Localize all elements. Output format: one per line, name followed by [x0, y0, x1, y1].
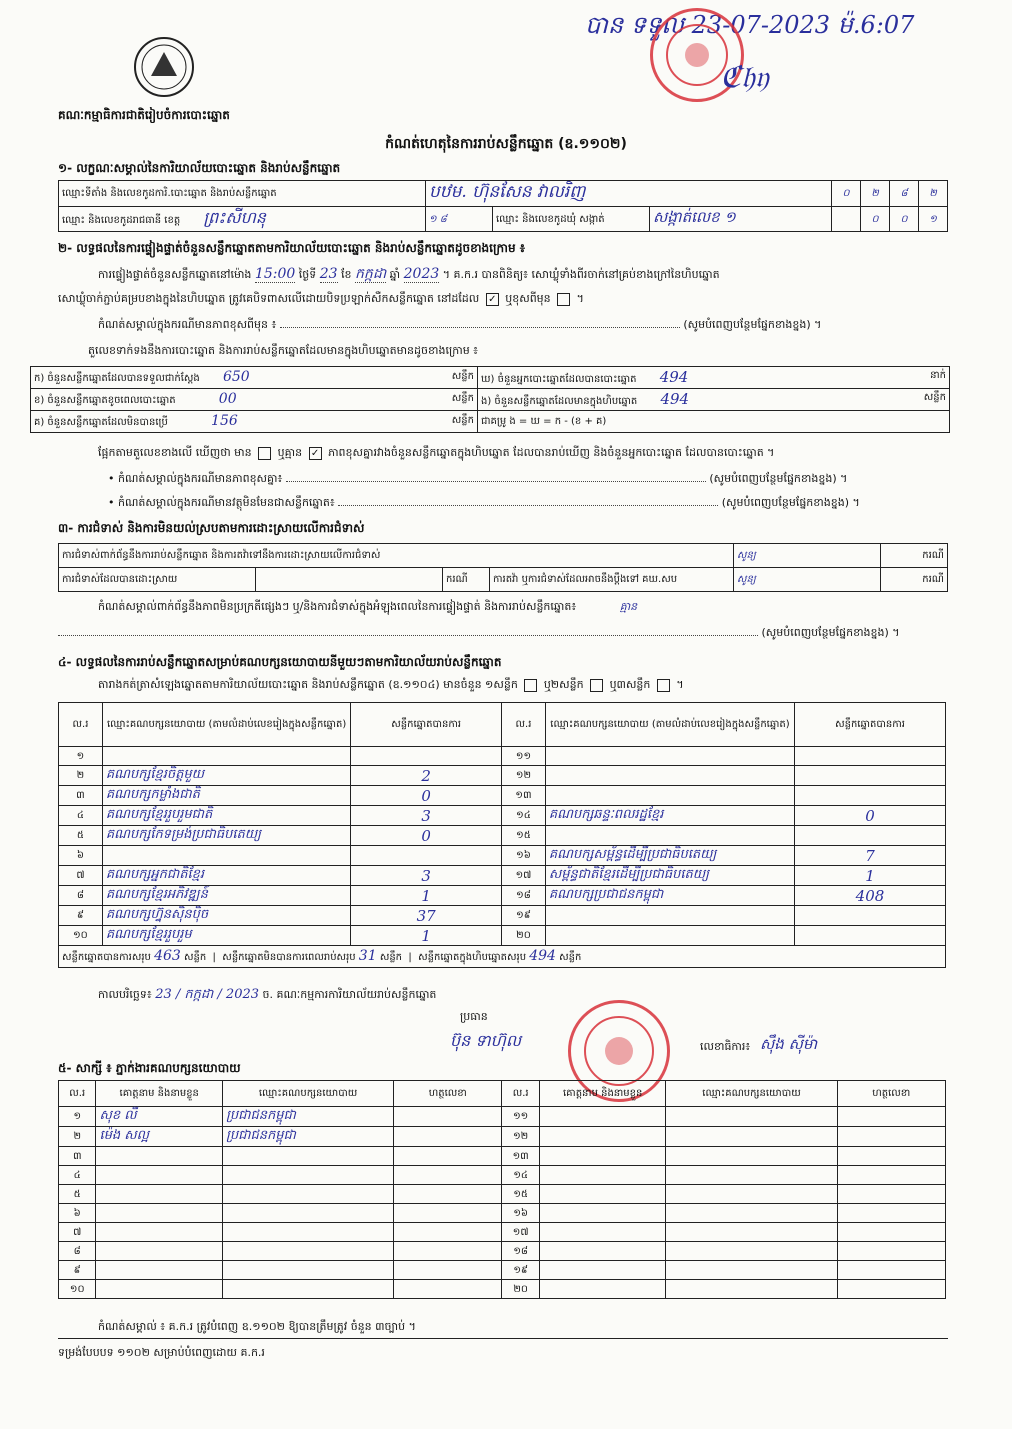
party-votes: 1 [795, 866, 946, 886]
row-number: ១០ [59, 1280, 96, 1299]
row-number: ១៨ [502, 1242, 539, 1261]
empty-cell [837, 1242, 945, 1261]
witness-name [96, 1204, 223, 1223]
party-name: គណបក្សកម្លាំងជាតិ [102, 786, 350, 806]
table-row [59, 1223, 946, 1242]
appeal-value: សូន្យ [734, 568, 881, 592]
nec-logo-icon [133, 36, 195, 98]
table-row [59, 1280, 946, 1299]
row-number: ១៩ [502, 906, 546, 926]
empty-cell [837, 1147, 945, 1166]
table-row [59, 1204, 946, 1223]
table-row [59, 926, 946, 946]
count-unused: គ) ចំនួនសន្លឹកឆ្នោតដែលមិនបានប្រើ 156 សន្លឹក [31, 411, 478, 433]
section-5-heading: ៥- សាក្សី ៖ ភ្នាក់ងារគណបក្សនយោបាយ [58, 1061, 241, 1075]
row-number: ១៣ [502, 786, 546, 806]
section-1-heading: ១- លក្ខណៈសម្គាល់នៃការិយាល័យបោះឆ្នោត និងរាប់សន្លឹកឆ្នោត [58, 161, 341, 175]
witness-party [223, 1166, 394, 1185]
empty-cell [666, 1107, 837, 1127]
table-row [59, 786, 946, 806]
case-label: ករណី [443, 568, 490, 592]
empty-cell [539, 1185, 666, 1204]
row-number: ៧ [59, 1223, 96, 1242]
empty-cell [666, 1127, 837, 1147]
empty-cell [837, 1166, 945, 1185]
party-name: គណបក្សអ្នកជាតិខ្មែរ [102, 866, 350, 886]
chief-label: ប្រធាន [460, 1010, 488, 1023]
empty-cell [539, 1280, 666, 1299]
count-in-box: ង) ចំនួនសន្លឹកឆ្នោតដែលមានក្នុងហិបឆ្នោត 494 សន្លឹក [478, 389, 950, 411]
count-voters: ឃ) ចំនួនអ្នកបោះឆ្នោតដែលបានបោះឆ្នោត 494 នាក់ [478, 367, 950, 389]
party-name [545, 786, 794, 806]
secretary-label: លេខាធិការ៖ [700, 1040, 751, 1053]
row-number: ៦ [59, 846, 103, 866]
witness-name [96, 1280, 223, 1299]
empty-cell [539, 1242, 666, 1261]
party-name [545, 826, 794, 846]
party-name: គណបក្សកែទម្រង់ប្រជាធិបតេយ្យ [102, 826, 350, 846]
footer-divider [58, 1338, 948, 1339]
count-formula: ជាគម្រូ ង = ឃ = ក - (ខ + គ) [478, 411, 950, 433]
row-number: ៥ [59, 826, 103, 846]
empty-cell [666, 1185, 837, 1204]
school-label: ឈ្មោះទីតាំង និងលេខកូដការិ.បោះឆ្នោត និងរាប់សន្លឹកឆ្នោត [59, 181, 426, 207]
party-votes: 1 [351, 926, 502, 946]
code-digit: ២ [919, 181, 948, 207]
empty-cell [666, 1223, 837, 1242]
complaint-value: សូន្យ [734, 544, 881, 568]
party-votes [795, 926, 946, 946]
empty-cell [837, 1127, 945, 1147]
case-label: ករណី [881, 544, 948, 568]
empty-cell [666, 1280, 837, 1299]
party-name [545, 747, 794, 766]
witness-party [223, 1223, 394, 1242]
irregularity-fill-line: (សូមបំពេញបន្ថែមផ្នែកខាងខ្នង) ។ [58, 626, 948, 642]
witness-name: សុខ លី [96, 1107, 223, 1127]
row-number: ១៥ [502, 1185, 539, 1204]
party-votes: 408 [795, 886, 946, 906]
row-number: ៩ [59, 906, 103, 926]
party-votes: 37 [351, 906, 502, 926]
empty-cell [666, 1204, 837, 1223]
table-row [59, 906, 946, 926]
witness-signature [394, 1166, 502, 1185]
party-votes [795, 826, 946, 846]
party-votes [795, 906, 946, 926]
signature-top: ℭ𝔥𝔶 [720, 60, 769, 95]
table-row [59, 886, 946, 906]
row-number: ១ [59, 1107, 96, 1127]
commission-name: គណៈកម្មាធិការជាតិរៀបចំការបោះឆ្នោត [58, 108, 230, 122]
party-votes [795, 766, 946, 786]
party-name [545, 926, 794, 946]
commune-label: ឈ្មោះ និងលេខកូដឃុំ សង្កាត់ [493, 207, 650, 232]
table-row [59, 1166, 946, 1185]
row-number: ១៧ [502, 1223, 539, 1242]
results-table [58, 702, 946, 968]
table-row [59, 1242, 946, 1261]
table-row [59, 1261, 946, 1280]
form-title: កំណត់ហេតុនៃការរាប់សន្លឹកឆ្នោត (ឧ.១១០២) [385, 136, 627, 152]
empty-cell [666, 1166, 837, 1185]
appeal-label: ការតវ៉ា ឬការជំទាស់ដែលអាចនឹងប្តឹងទៅ គឃ.សប [490, 568, 734, 592]
witness-party [223, 1147, 394, 1166]
party-votes: 0 [351, 786, 502, 806]
row-number: ១២ [502, 1127, 539, 1147]
witness-party [223, 1204, 394, 1223]
section-2-paragraph-4: តួលេខទាក់ទងនឹងការបោះឆ្នោត និងការរាប់សន្លឹកឆ្នោតដែលមានក្នុងហិបឆ្នោតមានដូចខាងក្រោម ៖ [88, 344, 479, 357]
tally-sheet-count: តារាងកត់ត្រាសំឡេងឆ្នោតតាមការិយាល័យបោះឆ្នោត និងរាប់សន្លឹកឆ្នោត (ឧ.១១០៤) មានចំនួន ១សន្លឹក ឬ២សន្លឹក ឬ៣សន្លឹក ។ [98, 678, 684, 691]
row-number: ១៤ [502, 1166, 539, 1185]
row-number: ១៧ [502, 866, 546, 886]
witness-signature [394, 1280, 502, 1299]
empty-cell [539, 1261, 666, 1280]
section-2-paragraph-2: សោឃ្លុំចាក់ភ្ជាប់គម្របខាងក្នុងនៃហិបឆ្នោត ត្រូវគេបិទពាសលើដោយបិទប្រឡាក់សឺកសន្លឹកឆ្នោត នៅដដែល ✓ ឬខុសពីមុន ។ [58, 292, 584, 305]
province-value: ព្រះសីហនុ [203, 208, 266, 227]
complaint-label: ការជំទាស់ពាក់ព័ន្ធនឹងការរាប់សន្លឹកឆ្នោត និងការតវ៉ាទៅនឹងការដោះស្រាយលើការជំទាស់ [59, 544, 734, 568]
party-votes: 3 [351, 866, 502, 886]
row-number: ៤ [59, 806, 103, 826]
witness-signature [394, 1185, 502, 1204]
table-row [59, 1127, 946, 1147]
col-party: ឈ្មោះគណបក្សនយោបាយ (តាមលំដាប់លេខរៀងក្នុងសន្លឹកឆ្នោត) [102, 703, 350, 747]
row-number: ៣ [59, 1147, 96, 1166]
empty-cell [837, 1185, 945, 1204]
empty-cell [837, 1261, 945, 1280]
province-code: ១ [429, 213, 437, 225]
two-sheet-checkbox[interactable] [590, 679, 603, 692]
diff-bullet-2: • កំណត់សម្គាល់ក្នុងករណីមានវត្ថុមិនមែនជាសន្លឹកឆ្នោត៖ (សូមបំពេញបន្ថែមផ្នែកខាងខ្នង) ។ [108, 496, 860, 509]
row-number: ៦ [59, 1204, 96, 1223]
case-label: ករណី [881, 568, 948, 592]
row-number: ១៤ [502, 806, 546, 826]
party-name: សម្ព័ន្ធជាតិខ្មែរដើម្បីប្រជាធិបតេយ្យ [545, 866, 794, 886]
no-diff-checkbox[interactable]: ✓ [309, 447, 322, 460]
party-name: គណបក្សខ្មែររួបរួមជាតិ [102, 806, 350, 826]
empty-cell [539, 1107, 666, 1127]
date-line: កាលបរិច្ឆេទ៖ 23 / កក្កដា / 2023 ច. គណៈកម្មការការិយាល័យរាប់សន្លឹកឆ្នោត [98, 987, 437, 1002]
row-number: ១៦ [502, 1204, 539, 1223]
section-2-paragraph-1: ការផ្ទៀងផ្ទាត់ចំនួនសន្លឹកឆ្នោតនៅម៉ោង 15:00 ថ្ងៃទី 23 ខែ កក្កដា ឆ្នាំ 2023 ។ គ.ក.រ បានពិនិត្យ៖ សោឃ្លុំទាំងពីរចាក់នៅគ្រប់ខាងក្រៅនៃហិបឆ្នោត [98, 266, 720, 282]
party-name: គណបក្សហ្វ៊ុនស៊ិនប៉ិច [102, 906, 350, 926]
row-number: ១៣ [502, 1147, 539, 1166]
col-votes: សន្លឹកឆ្នោតបានការ [795, 703, 946, 747]
witness-name [96, 1166, 223, 1185]
row-number: ១ [59, 747, 103, 766]
received-note: បាន ទទួល 23-07-2023 ម៉.6:07 [585, 11, 915, 39]
code-digit: ០ [861, 207, 890, 232]
party-votes: 1 [351, 886, 502, 906]
party-votes [351, 846, 502, 866]
party-votes: 3 [351, 806, 502, 826]
code-digit: ១ [919, 207, 948, 232]
col-no: ល.រ [59, 703, 103, 747]
row-number: ១៩ [502, 1261, 539, 1280]
empty-cell [666, 1261, 837, 1280]
party-name: គណបក្សខ្មែរអភិវឌ្ឍន៍ [102, 886, 350, 906]
row-number: ១៨ [502, 886, 546, 906]
three-sheet-checkbox[interactable] [657, 679, 670, 692]
row-number: ១១ [502, 747, 546, 766]
table-row [59, 846, 946, 866]
diff-note-line: កំណត់សម្គាល់ក្នុងករណីមានភាពខុសពីមុន ៖ (សូមបំពេញបន្ថែមផ្នែកខាងខ្នង) ។ [98, 318, 822, 331]
witness-party: ប្រជាជនកម្ពុជា [223, 1107, 394, 1127]
empty-cell [837, 1204, 945, 1223]
row-number: ១២ [502, 766, 546, 786]
province-label: ឈ្មោះ និងលេខកូដរាជធានី ខេត្ត ព្រះសីហនុ [59, 207, 426, 232]
row-number: ១៦ [502, 846, 546, 866]
code-digit: ៨ [890, 181, 919, 207]
party-name: គណបក្សសម្ព័ន្ធដើម្បីប្រជាធិបតេយ្យ [545, 846, 794, 866]
row-number: ១៥ [502, 826, 546, 846]
witness-name [96, 1242, 223, 1261]
witness-party: ប្រជាជនកម្ពុជា [223, 1127, 394, 1147]
table-row [59, 1147, 946, 1166]
has-diff-checkbox[interactable] [258, 447, 271, 460]
col-no: ល.រ [502, 703, 546, 747]
commune-value: សង្កាត់លេខ ១ [650, 207, 832, 232]
col-votes: សន្លឹកឆ្នោតបានការ [351, 703, 502, 747]
witness-name [96, 1147, 223, 1166]
diff-bullet-1: • កំណត់សម្គាល់ក្នុងករណីមានភាពខុសគ្នា៖ (សូមបំពេញបន្ថែមផ្នែកខាងខ្នង) ។ [108, 472, 848, 485]
row-number: ៨ [59, 1242, 96, 1261]
witness-name [96, 1223, 223, 1242]
table-row [59, 1185, 946, 1204]
party-votes [795, 747, 946, 766]
party-name: គណបក្សប្រជាជនកម្ពុជា [545, 886, 794, 906]
party-votes: 2 [351, 766, 502, 786]
witness-name [96, 1185, 223, 1204]
row-number: ១០ [59, 926, 103, 946]
witness-signature [394, 1147, 502, 1166]
section-3-heading: ៣- ការជំទាស់ និងការមិនយល់ស្របតាមការដោះស្រាយលើការជំទាស់ [58, 521, 365, 535]
party-votes: 7 [795, 846, 946, 866]
table-row [59, 747, 946, 766]
row-number: ៩ [59, 1261, 96, 1280]
witness-signature [394, 1204, 502, 1223]
empty-cell [539, 1166, 666, 1185]
table-row [59, 766, 946, 786]
section-2-heading: ២- លទ្ធផលនៃការផ្ទៀងផ្ទាត់ចំនួនសន្លឹកឆ្នោតតាមការិយាល័យបោះឆ្នោត និងរាប់សន្លឹកឆ្នោតដូចខាងក្រោម ៖ [58, 241, 526, 255]
table-row [59, 806, 946, 826]
empty-cell [539, 1147, 666, 1166]
empty-cell [666, 1147, 837, 1166]
table-row [59, 1107, 946, 1127]
party-name [102, 747, 350, 766]
witness-signature [394, 1127, 502, 1147]
row-number: ២០ [502, 926, 546, 946]
witness-table: ល.រ គោត្តនាម និងនាមខ្លួន ឈ្មោះគណបក្សនយោបាយ ហត្ថលេខា ល.រ គោត្តនាម និងនាមខ្លួន ឈ្មោះគណបក្សនយោបាយ ហត្ថលេខា ១ សុខ លី ប្រជាជនកម្ពុជា ១១ ២ ម៉េង សល្អ ប្រជាជនកម្ពុជា ១២ ៣ ១៣ ៤ ១៤ ៥ ១៥ ៦ ១៦ ៧ ១៧ ៨ ១៨ ៩ ១៩ ១០ ២០ [58, 1080, 946, 1299]
party-votes: 0 [795, 806, 946, 826]
row-number: ១១ [502, 1107, 539, 1127]
witness-signature [394, 1261, 502, 1280]
secretary-name: ស៊ឹង ស៊ីម៉ា [760, 1035, 818, 1053]
row-number: ២ [59, 766, 103, 786]
witness-name [96, 1261, 223, 1280]
party-name: គណបក្សខ្មែររួបរួម [102, 926, 350, 946]
row-number: ៥ [59, 1185, 96, 1204]
code-digit: ០ [832, 181, 861, 207]
party-name [545, 766, 794, 786]
col-party: ឈ្មោះគណបក្សនយោបាយ (តាមលំដាប់លេខរៀងក្នុងសន្លឹកឆ្នោត) [545, 703, 794, 747]
party-name [545, 906, 794, 926]
school-value: បឋម. ហ៊ុនសែន វាលរិញ [426, 181, 832, 207]
empty-cell [539, 1223, 666, 1242]
footnote: កំណត់សម្គាល់ ៖ គ.ក.រ ត្រូវបំពេញ ឧ.១១០២ ឱ្យបានត្រឹមត្រូវ ចំនួន ៣ច្បាប់ ។ [98, 1320, 416, 1333]
count-spoiled: ខ) ចំនួនសន្លឹកឆ្នោតខូចពេលបោះឆ្នោត 00 សន្លឹក [31, 389, 478, 411]
different-checkbox[interactable] [557, 293, 570, 306]
one-sheet-checkbox[interactable] [524, 679, 537, 692]
table-row [59, 866, 946, 886]
party-name: គណបក្សឆន្ទៈពលរដ្ឋខ្មែរ [545, 806, 794, 826]
totals-row: សន្លឹកឆ្នោតបានការសរុប 463 សន្លឹក | សន្លឹកឆ្នោតមិនបានការពេលរាប់សរុប 31 សន្លឹក | សន្លឹកឆ្នោតក្នុងហិបឆ្នោតសរុប 494 សន្លឹក [59, 946, 946, 968]
row-number: ៧ [59, 866, 103, 886]
code-digit: ២ [861, 181, 890, 207]
empty-cell [539, 1204, 666, 1223]
row-number: ៤ [59, 1166, 96, 1185]
witness-party [223, 1242, 394, 1261]
empty-cell [666, 1242, 837, 1261]
discrepancy-line: ផ្អែកតាមតួលេខខាងលើ ឃើញថា មាន ឬគ្មាន ✓ ភាពខុសគ្នារវាងចំនួនសន្លឹកឆ្នោតក្នុងហិបឆ្នោត ដែលបានរាប់ឃើញ និងចំនួនអ្នកបោះឆ្នោត ដែលបានបោះឆ្នោត ។ [98, 446, 775, 459]
table-row [59, 826, 946, 846]
party-votes [795, 786, 946, 806]
empty-cell [539, 1127, 666, 1147]
party-name [102, 846, 350, 866]
witness-party [223, 1280, 394, 1299]
party-votes [351, 747, 502, 766]
party-votes: 0 [351, 826, 502, 846]
row-number: ២ [59, 1127, 96, 1147]
witness-signature [394, 1223, 502, 1242]
irregularity-note: កំណត់សម្គាល់ពាក់ព័ន្ធនឹងភាពមិនប្រក្រតីផ្សេងៗ ឬ/និងការជំទាស់ក្នុងអំឡុងពេលនៃការផ្ទៀងផ្ទាត់ និងការរាប់សន្លឹកឆ្នោត៖ គ្មាន [98, 600, 638, 613]
witness-name: ម៉េង សល្អ [96, 1127, 223, 1147]
empty-cell [837, 1223, 945, 1242]
witness-party [223, 1185, 394, 1204]
empty-cell [837, 1107, 945, 1127]
form-footer: ទម្រង់បែបបទ ១១០២ សម្រាប់បំពេញដោយ គ.ក.រ [58, 1346, 265, 1359]
section-4-heading: ៤- លទ្ធផលនៃការរាប់សន្លឹកឆ្នោតសម្រាប់គណបក្សនយោបាយនីមួយៗតាមការិយាល័យរាប់សន្លឹកឆ្នោត [58, 655, 502, 669]
party-name: គណបក្សខ្មែរចិត្តមួយ [102, 766, 350, 786]
witness-signature [394, 1242, 502, 1261]
chief-name: ប៊ុន ទាហ៊ុល [450, 1031, 522, 1050]
count-received: ក) ចំនួនសន្លឹកឆ្នោតដែលបានទទួលជាក់ស្តែង 650 សន្លឹក [31, 367, 478, 389]
witness-party [223, 1261, 394, 1280]
row-number: ៨ [59, 886, 103, 906]
code-digit: ០ [890, 207, 919, 232]
same-checkbox[interactable]: ✓ [486, 293, 499, 306]
row-number: ២០ [502, 1280, 539, 1299]
resolved-label: ការជំទាស់ដែលបានដោះស្រាយ [59, 568, 256, 592]
witness-signature [394, 1107, 502, 1127]
row-number: ៣ [59, 786, 103, 806]
empty-cell [837, 1280, 945, 1299]
